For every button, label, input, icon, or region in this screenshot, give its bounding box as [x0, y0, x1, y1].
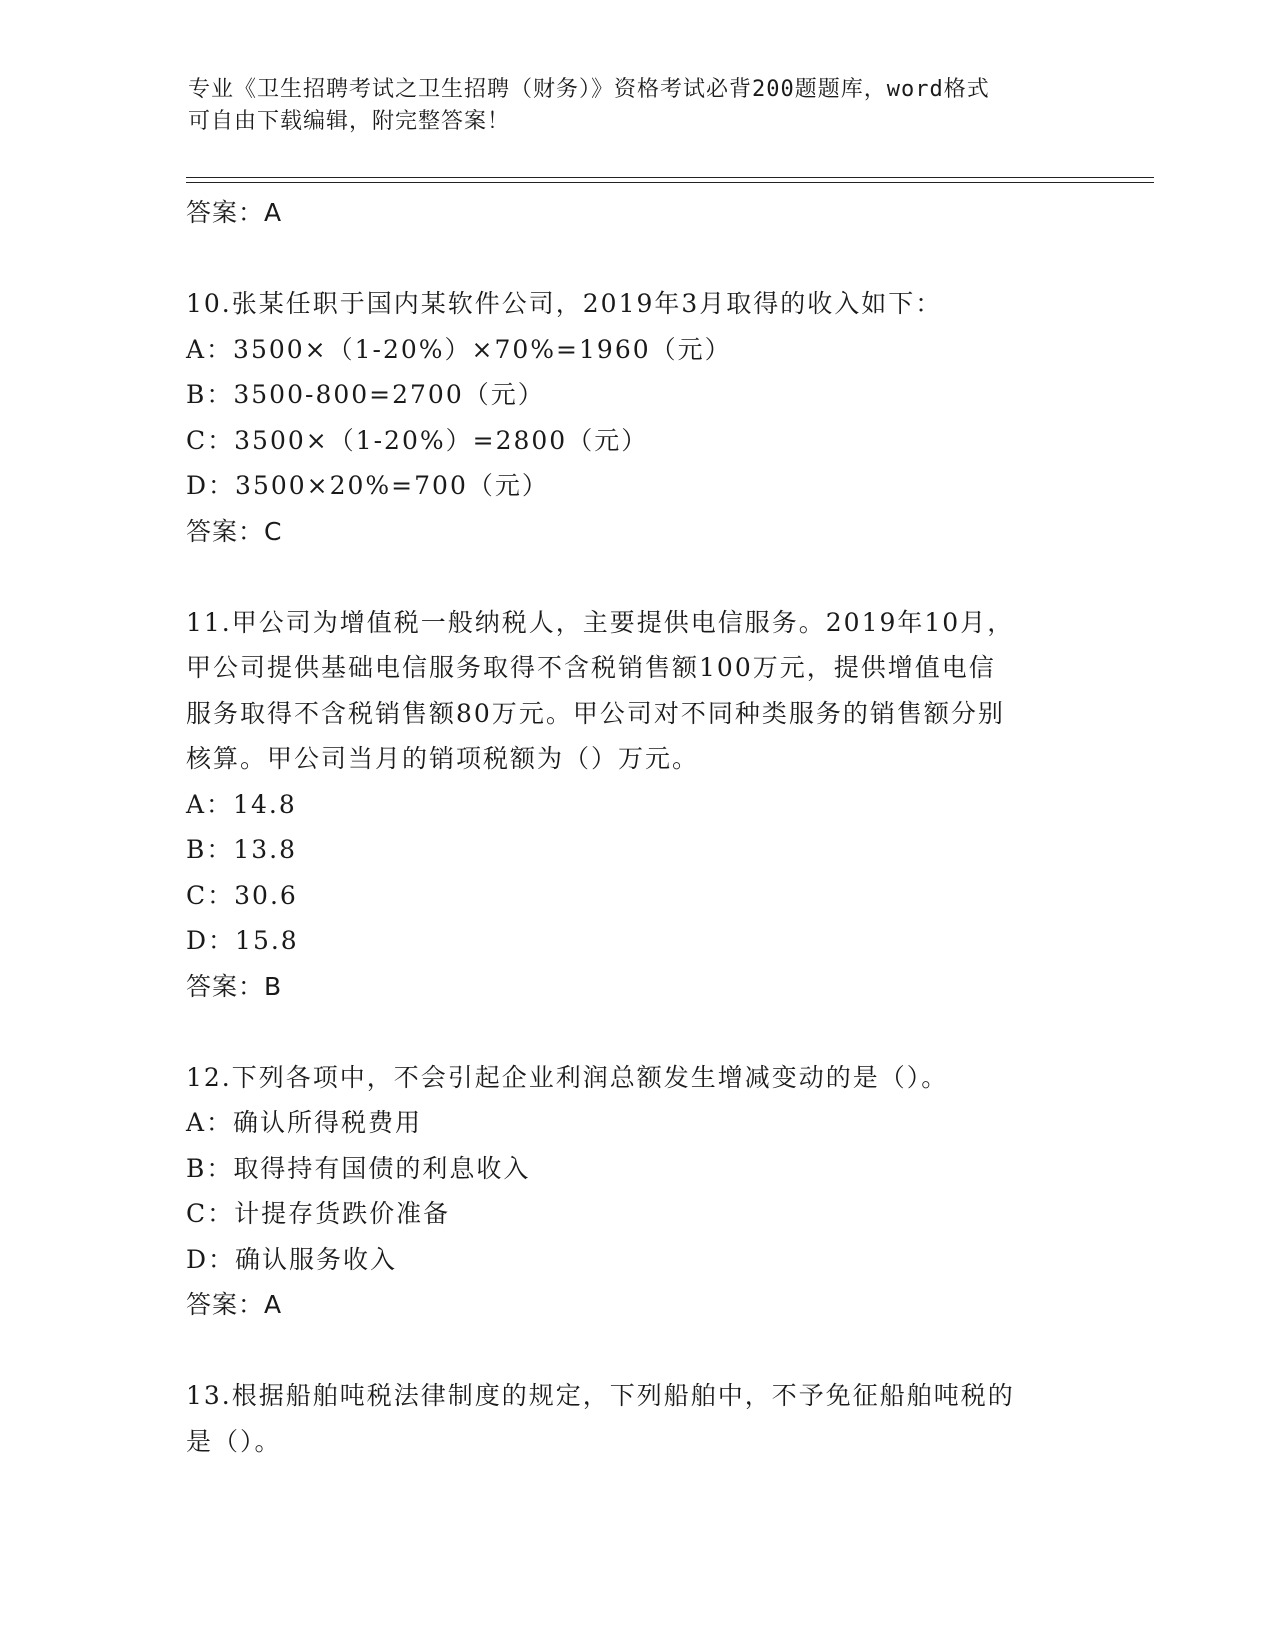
- option-d: D：3500×20%=700（元）: [186, 471, 549, 500]
- option-c: C：3500×（1-20%）=2800（元）: [186, 425, 649, 455]
- spacer: [186, 554, 1086, 600]
- question-stem: 11.甲公司为增值税一般纳税人，主要提供电信服务。2019年10月，: [186, 607, 1015, 637]
- answer-line: 答案：B: [186, 971, 283, 1001]
- spacer: [186, 1328, 1086, 1374]
- document-header: [188, 74, 1068, 138]
- option-b: B：13.8: [186, 835, 298, 864]
- option-d: D：确认服务收入: [186, 1244, 398, 1274]
- question-13: [186, 1373, 1086, 1464]
- option-c: C：30.6: [186, 880, 298, 910]
- option-c: C：计提存货跌价准备: [186, 1199, 451, 1228]
- option-a: A：14.8: [186, 789, 297, 819]
- answer-line: 答案：A: [186, 198, 283, 227]
- option-a: A：确认所得税费用: [186, 1108, 423, 1137]
- option-b: B：3500-800=2700（元）: [186, 380, 545, 409]
- answer-line: 答案：A: [186, 1290, 283, 1319]
- question-11: [186, 600, 1086, 1010]
- spacer: [186, 236, 1086, 282]
- question-stem: 12.下列各项中，不会引起企业利润总额发生增减变动的是（）。: [186, 1062, 949, 1092]
- header-divider-bottom: [186, 182, 1154, 183]
- option-b: B：取得持有国债的利息收入: [186, 1153, 531, 1183]
- question-list: [186, 190, 1086, 1464]
- answer-line: 答案：C: [186, 516, 283, 546]
- question-stem: 13.根据船舶吨税法律制度的规定，下列船舶中，不予免征船舶吨税的: [186, 1381, 1015, 1410]
- question-stem: 10.张某任职于国内某软件公司，2019年3月取得的收入如下：: [186, 289, 943, 318]
- question-stem: 服务取得不含税销售额80万元。甲公司对不同种类服务的销售额分别: [186, 698, 1005, 728]
- header-line-2: 可自由下载编辑，附完整答案！: [188, 109, 511, 134]
- question-12: [186, 1055, 1086, 1328]
- question-stem: 甲公司提供基础电信服务取得不含税销售额100万元，提供增值电信: [186, 653, 996, 682]
- option-a: A：3500×（1-20%）×70%=1960（元）: [186, 334, 732, 364]
- header-line-1: 专业《卫生招聘考试之卫生招聘（财务）》资格考试必背200题题库，word格式: [188, 77, 990, 102]
- question-stem: 是（）。: [186, 1426, 282, 1456]
- spacer: [186, 1009, 1086, 1055]
- question-10: [186, 281, 1086, 554]
- question-stem: 核算。甲公司当月的销项税额为（）万元。: [186, 744, 700, 773]
- header-divider-top: [186, 177, 1154, 178]
- option-d: D：15.8: [186, 926, 299, 955]
